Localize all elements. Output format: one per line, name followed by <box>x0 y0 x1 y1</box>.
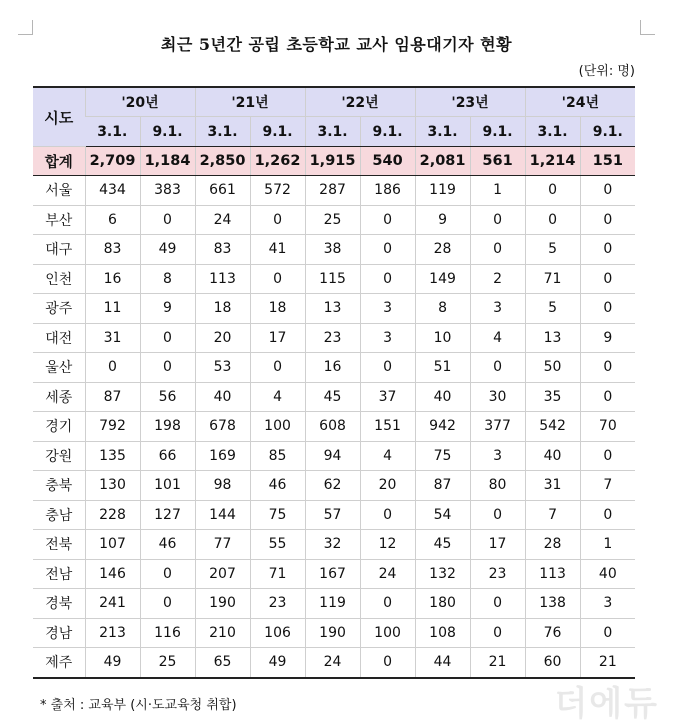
value-cell: 572 <box>250 176 305 206</box>
value-cell: 144 <box>195 500 250 530</box>
date-header: 9.1. <box>250 117 305 147</box>
value-cell: 31 <box>525 471 580 501</box>
table-row <box>33 205 635 235</box>
value-cell: 100 <box>360 618 415 648</box>
value-cell: 23 <box>250 589 305 619</box>
value-cell: 51 <box>415 353 470 383</box>
value-cell: 6 <box>85 205 140 235</box>
value-cell: 87 <box>85 382 140 412</box>
year-header: '24년 <box>525 87 635 117</box>
value-cell: 38 <box>305 235 360 265</box>
table-row <box>33 235 635 265</box>
value-cell: 169 <box>195 441 250 471</box>
value-cell: 0 <box>580 382 635 412</box>
value-cell: 138 <box>525 589 580 619</box>
region-name: 경북 <box>33 589 85 619</box>
region-name: 제주 <box>33 648 85 678</box>
value-cell: 127 <box>140 500 195 530</box>
region-name: 대구 <box>33 235 85 265</box>
value-cell: 0 <box>580 500 635 530</box>
value-cell: 0 <box>250 205 305 235</box>
value-cell: 207 <box>195 559 250 589</box>
value-cell: 32 <box>305 530 360 560</box>
value-cell: 16 <box>85 264 140 294</box>
value-cell: 0 <box>140 353 195 383</box>
region-name: 광주 <box>33 294 85 324</box>
value-cell: 132 <box>415 559 470 589</box>
value-cell: 0 <box>580 618 635 648</box>
value-cell: 0 <box>470 353 525 383</box>
value-cell: 98 <box>195 471 250 501</box>
value-cell: 13 <box>305 294 360 324</box>
value-cell: 377 <box>470 412 525 442</box>
value-cell: 23 <box>470 559 525 589</box>
table-body <box>33 147 635 678</box>
value-cell: 9 <box>140 294 195 324</box>
value-cell: 287 <box>305 176 360 206</box>
value-cell: 108 <box>415 618 470 648</box>
value-cell: 151 <box>580 147 635 176</box>
value-cell: 0 <box>360 205 415 235</box>
value-cell: 28 <box>525 530 580 560</box>
value-cell: 2 <box>470 264 525 294</box>
year-header-row <box>33 87 635 117</box>
value-cell: 0 <box>580 441 635 471</box>
value-cell: 83 <box>85 235 140 265</box>
value-cell: 17 <box>470 530 525 560</box>
value-cell: 146 <box>85 559 140 589</box>
value-cell: 12 <box>360 530 415 560</box>
table-row <box>33 559 635 589</box>
value-cell: 106 <box>250 618 305 648</box>
value-cell: 101 <box>140 471 195 501</box>
value-cell: 31 <box>85 323 140 353</box>
value-cell: 678 <box>195 412 250 442</box>
value-cell: 2,709 <box>85 147 140 176</box>
table-row <box>33 294 635 324</box>
value-cell: 49 <box>85 648 140 678</box>
table-row <box>33 264 635 294</box>
value-cell: 4 <box>250 382 305 412</box>
value-cell: 49 <box>250 648 305 678</box>
region-name: 서울 <box>33 176 85 206</box>
value-cell: 561 <box>470 147 525 176</box>
value-cell: 0 <box>250 264 305 294</box>
value-cell: 542 <box>525 412 580 442</box>
value-cell: 70 <box>580 412 635 442</box>
value-cell: 0 <box>140 589 195 619</box>
table-row <box>33 353 635 383</box>
value-cell: 0 <box>580 294 635 324</box>
total-row <box>33 147 635 176</box>
value-cell: 25 <box>140 648 195 678</box>
region-name: 부산 <box>33 205 85 235</box>
value-cell: 434 <box>85 176 140 206</box>
value-cell: 66 <box>140 441 195 471</box>
value-cell: 3 <box>360 294 415 324</box>
value-cell: 41 <box>250 235 305 265</box>
value-cell: 210 <box>195 618 250 648</box>
value-cell: 77 <box>195 530 250 560</box>
value-cell: 9 <box>580 323 635 353</box>
value-cell: 45 <box>415 530 470 560</box>
value-cell: 0 <box>360 589 415 619</box>
value-cell: 5 <box>525 235 580 265</box>
value-cell: 8 <box>140 264 195 294</box>
value-cell: 7 <box>525 500 580 530</box>
value-cell: 661 <box>195 176 250 206</box>
value-cell: 0 <box>525 205 580 235</box>
value-cell: 1,915 <box>305 147 360 176</box>
region-name: 전남 <box>33 559 85 589</box>
table-row <box>33 323 635 353</box>
value-cell: 53 <box>195 353 250 383</box>
region-name: 인천 <box>33 264 85 294</box>
source-footnote: * 출처 : 교육부 (시·도교육청 취합) <box>40 698 237 713</box>
date-header: 3.1. <box>305 117 360 147</box>
value-cell: 85 <box>250 441 305 471</box>
region-name: 경남 <box>33 618 85 648</box>
date-header: 3.1. <box>415 117 470 147</box>
value-cell: 0 <box>140 323 195 353</box>
value-cell: 17 <box>250 323 305 353</box>
value-cell: 0 <box>580 235 635 265</box>
value-cell: 107 <box>85 530 140 560</box>
value-cell: 21 <box>470 648 525 678</box>
value-cell: 71 <box>250 559 305 589</box>
value-cell: 0 <box>470 618 525 648</box>
value-cell: 23 <box>305 323 360 353</box>
value-cell: 24 <box>360 559 415 589</box>
value-cell: 25 <box>305 205 360 235</box>
table-row <box>33 530 635 560</box>
value-cell: 116 <box>140 618 195 648</box>
table-row <box>33 618 635 648</box>
region-name: 합계 <box>33 147 85 176</box>
region-name: 충남 <box>33 500 85 530</box>
value-cell: 3 <box>470 441 525 471</box>
value-cell: 56 <box>140 382 195 412</box>
region-name: 세종 <box>33 382 85 412</box>
year-header: '20년 <box>85 87 195 117</box>
value-cell: 7 <box>580 471 635 501</box>
value-cell: 0 <box>360 353 415 383</box>
value-cell: 4 <box>360 441 415 471</box>
value-cell: 228 <box>85 500 140 530</box>
value-cell: 1,184 <box>140 147 195 176</box>
value-cell: 57 <box>305 500 360 530</box>
region-name: 대전 <box>33 323 85 353</box>
value-cell: 1,262 <box>250 147 305 176</box>
value-cell: 40 <box>415 382 470 412</box>
value-cell: 2,081 <box>415 147 470 176</box>
value-cell: 65 <box>195 648 250 678</box>
value-cell: 10 <box>415 323 470 353</box>
value-cell: 55 <box>250 530 305 560</box>
value-cell: 3 <box>580 589 635 619</box>
date-header: 3.1. <box>525 117 580 147</box>
date-header-row <box>33 117 635 147</box>
value-cell: 21 <box>580 648 635 678</box>
value-cell: 3 <box>470 294 525 324</box>
value-cell: 1,214 <box>525 147 580 176</box>
region-name: 전북 <box>33 530 85 560</box>
value-cell: 20 <box>195 323 250 353</box>
value-cell: 75 <box>250 500 305 530</box>
date-header: 9.1. <box>360 117 415 147</box>
waitlist-table <box>33 86 635 679</box>
value-cell: 87 <box>415 471 470 501</box>
region-name: 울산 <box>33 353 85 383</box>
value-cell: 24 <box>305 648 360 678</box>
value-cell: 0 <box>360 264 415 294</box>
value-cell: 100 <box>250 412 305 442</box>
value-cell: 35 <box>525 382 580 412</box>
value-cell: 9 <box>415 205 470 235</box>
value-cell: 0 <box>360 235 415 265</box>
value-cell: 13 <box>525 323 580 353</box>
unit-label: (단위: 명) <box>578 64 635 79</box>
value-cell: 113 <box>525 559 580 589</box>
value-cell: 190 <box>195 589 250 619</box>
value-cell: 62 <box>305 471 360 501</box>
watermark-logo: 더에듀 <box>554 684 659 724</box>
value-cell: 213 <box>85 618 140 648</box>
value-cell: 40 <box>195 382 250 412</box>
table-row <box>33 412 635 442</box>
value-cell: 3 <box>360 323 415 353</box>
region-header: 시도 <box>33 87 85 147</box>
region-name: 강원 <box>33 441 85 471</box>
value-cell: 167 <box>305 559 360 589</box>
value-cell: 0 <box>470 235 525 265</box>
value-cell: 5 <box>525 294 580 324</box>
value-cell: 30 <box>470 382 525 412</box>
value-cell: 608 <box>305 412 360 442</box>
table-row <box>33 500 635 530</box>
value-cell: 83 <box>195 235 250 265</box>
value-cell: 44 <box>415 648 470 678</box>
value-cell: 54 <box>415 500 470 530</box>
value-cell: 0 <box>580 176 635 206</box>
value-cell: 16 <box>305 353 360 383</box>
value-cell: 135 <box>85 441 140 471</box>
date-header: 9.1. <box>470 117 525 147</box>
value-cell: 149 <box>415 264 470 294</box>
year-header: '21년 <box>195 87 305 117</box>
value-cell: 0 <box>470 205 525 235</box>
value-cell: 0 <box>360 648 415 678</box>
region-name: 경기 <box>33 412 85 442</box>
value-cell: 50 <box>525 353 580 383</box>
value-cell: 0 <box>580 264 635 294</box>
value-cell: 46 <box>140 530 195 560</box>
value-cell: 0 <box>470 500 525 530</box>
value-cell: 198 <box>140 412 195 442</box>
value-cell: 28 <box>415 235 470 265</box>
value-cell: 40 <box>580 559 635 589</box>
value-cell: 49 <box>140 235 195 265</box>
value-cell: 130 <box>85 471 140 501</box>
value-cell: 151 <box>360 412 415 442</box>
value-cell: 115 <box>305 264 360 294</box>
value-cell: 76 <box>525 618 580 648</box>
value-cell: 20 <box>360 471 415 501</box>
value-cell: 383 <box>140 176 195 206</box>
date-header: 9.1. <box>140 117 195 147</box>
value-cell: 0 <box>250 353 305 383</box>
value-cell: 0 <box>85 353 140 383</box>
value-cell: 0 <box>525 176 580 206</box>
table-row <box>33 471 635 501</box>
value-cell: 2,850 <box>195 147 250 176</box>
value-cell: 71 <box>525 264 580 294</box>
table-row <box>33 382 635 412</box>
value-cell: 0 <box>470 589 525 619</box>
value-cell: 75 <box>415 441 470 471</box>
value-cell: 241 <box>85 589 140 619</box>
table-row <box>33 176 635 206</box>
date-header: 3.1. <box>85 117 140 147</box>
value-cell: 11 <box>85 294 140 324</box>
year-header: '22년 <box>305 87 415 117</box>
date-header: 3.1. <box>195 117 250 147</box>
value-cell: 0 <box>140 205 195 235</box>
value-cell: 113 <box>195 264 250 294</box>
value-cell: 1 <box>580 530 635 560</box>
value-cell: 792 <box>85 412 140 442</box>
value-cell: 94 <box>305 441 360 471</box>
value-cell: 40 <box>525 441 580 471</box>
table-row <box>33 589 635 619</box>
value-cell: 540 <box>360 147 415 176</box>
value-cell: 80 <box>470 471 525 501</box>
date-header: 9.1. <box>580 117 635 147</box>
value-cell: 18 <box>195 294 250 324</box>
region-name: 충북 <box>33 471 85 501</box>
value-cell: 0 <box>580 205 635 235</box>
value-cell: 180 <box>415 589 470 619</box>
value-cell: 18 <box>250 294 305 324</box>
value-cell: 8 <box>415 294 470 324</box>
table-row <box>33 441 635 471</box>
value-cell: 186 <box>360 176 415 206</box>
value-cell: 60 <box>525 648 580 678</box>
value-cell: 119 <box>415 176 470 206</box>
value-cell: 1 <box>470 176 525 206</box>
value-cell: 0 <box>360 500 415 530</box>
value-cell: 37 <box>360 382 415 412</box>
value-cell: 942 <box>415 412 470 442</box>
table-row <box>33 648 635 678</box>
document-title: 최근 5년간 공립 초등학교 교사 임용대기자 현황 <box>160 35 513 54</box>
year-header: '23년 <box>415 87 525 117</box>
value-cell: 4 <box>470 323 525 353</box>
value-cell: 0 <box>580 353 635 383</box>
value-cell: 190 <box>305 618 360 648</box>
value-cell: 46 <box>250 471 305 501</box>
value-cell: 45 <box>305 382 360 412</box>
value-cell: 24 <box>195 205 250 235</box>
value-cell: 0 <box>140 559 195 589</box>
value-cell: 119 <box>305 589 360 619</box>
